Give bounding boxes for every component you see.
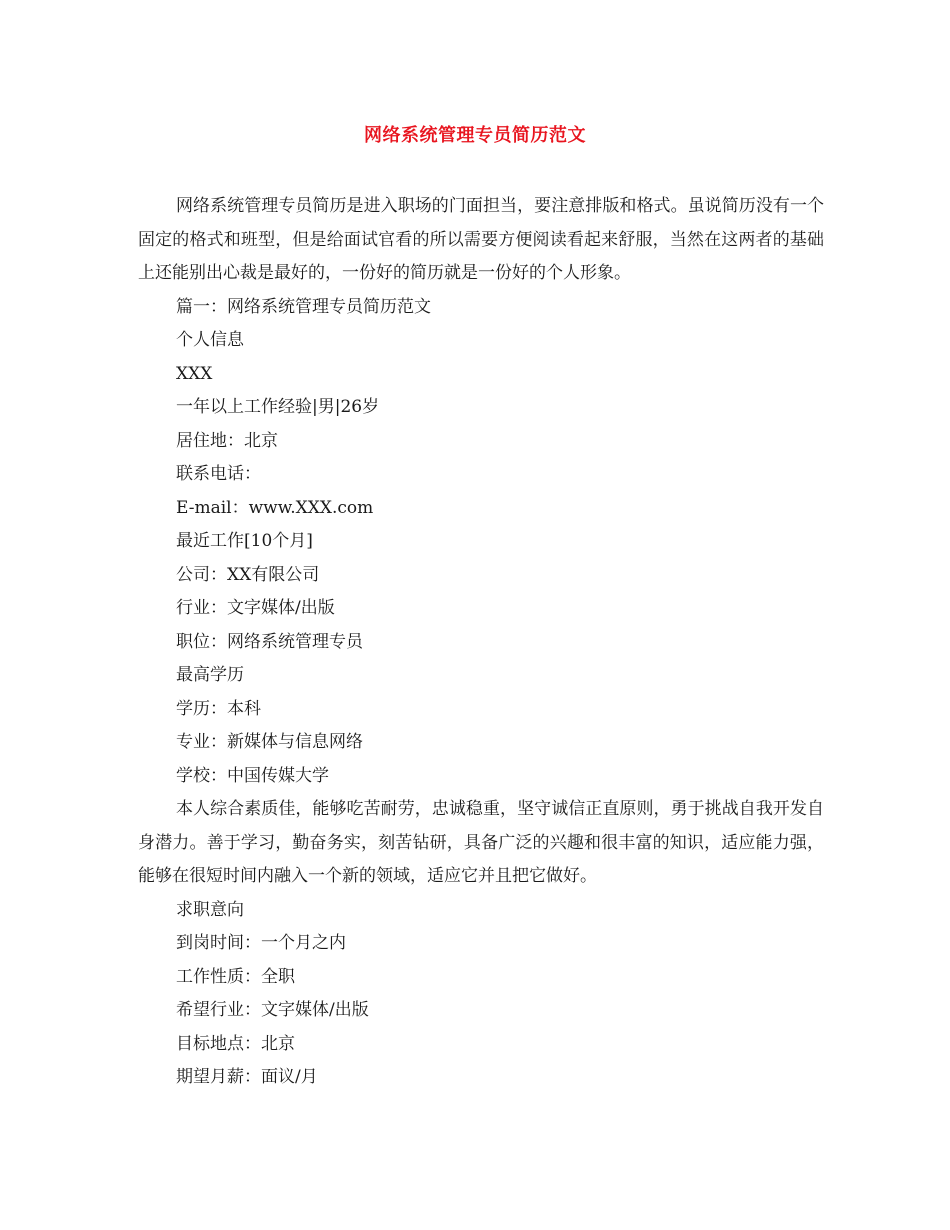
document-title: 网络系统管理专员简历范文 — [364, 125, 586, 146]
section-title: 篇一：网络系统管理专员简历范文 — [176, 296, 431, 317]
company-line: 公司：XX有限公司 — [176, 564, 320, 585]
self-evaluation-paragraph: 本人综合素质佳，能够吃苦耐劳，忠诚稳重，坚守诚信正直原则，勇于挑战自我开发自身潜力。善于学习，勤奋务实，刻苦钻研，具备广泛的兴趣和很丰富的知识，适应能力强，能够在很短时间内融入一个新的领域，适应它并且把它做好。 — [138, 799, 824, 886]
name-line: XXX — [176, 363, 213, 384]
recent-job-heading: 最近工作[10个月] — [176, 531, 313, 551]
position-line: 职位：网络系统管理专员 — [176, 631, 363, 652]
industry-line: 行业：文字媒体/出版 — [176, 598, 335, 618]
arrival-time-line: 到岗时间：一个月之内 — [176, 933, 346, 953]
email-line: E-mail：www.XXX.com — [176, 497, 374, 518]
desired-industry-line: 希望行业：文字媒体/出版 — [176, 1000, 369, 1020]
personal-info-heading: 个人信息 — [176, 330, 244, 350]
job-intention-heading: 求职意向 — [176, 899, 244, 920]
expected-salary-line: 期望月薪：面议/月 — [176, 1067, 318, 1087]
major-line: 专业：新媒体与信息网络 — [176, 732, 363, 752]
education-heading: 最高学历 — [176, 665, 244, 685]
school-line: 学校：中国传媒大学 — [176, 765, 329, 786]
document-body — [138, 190, 824, 1095]
phone-line: 联系电话： — [176, 464, 261, 484]
job-type-line: 工作性质：全职 — [176, 966, 295, 987]
residence-line: 居住地：北京 — [176, 430, 278, 451]
summary-line: 一年以上工作经验|男|26岁 — [176, 397, 380, 417]
intro-paragraph: 网络系统管理专员简历是进入职场的门面担当，要注意排版和格式。虽说简历没有一个固定的格式和班型，但是给面试官看的所以需要方便阅读看起来舒服，当然在这两者的基础上还能别出心裁是最好的，一份好的简历就是一份好的个人形象。 — [138, 196, 824, 283]
target-location-line: 目标地点：北京 — [176, 1033, 295, 1054]
degree-line: 学历：本科 — [176, 698, 261, 719]
